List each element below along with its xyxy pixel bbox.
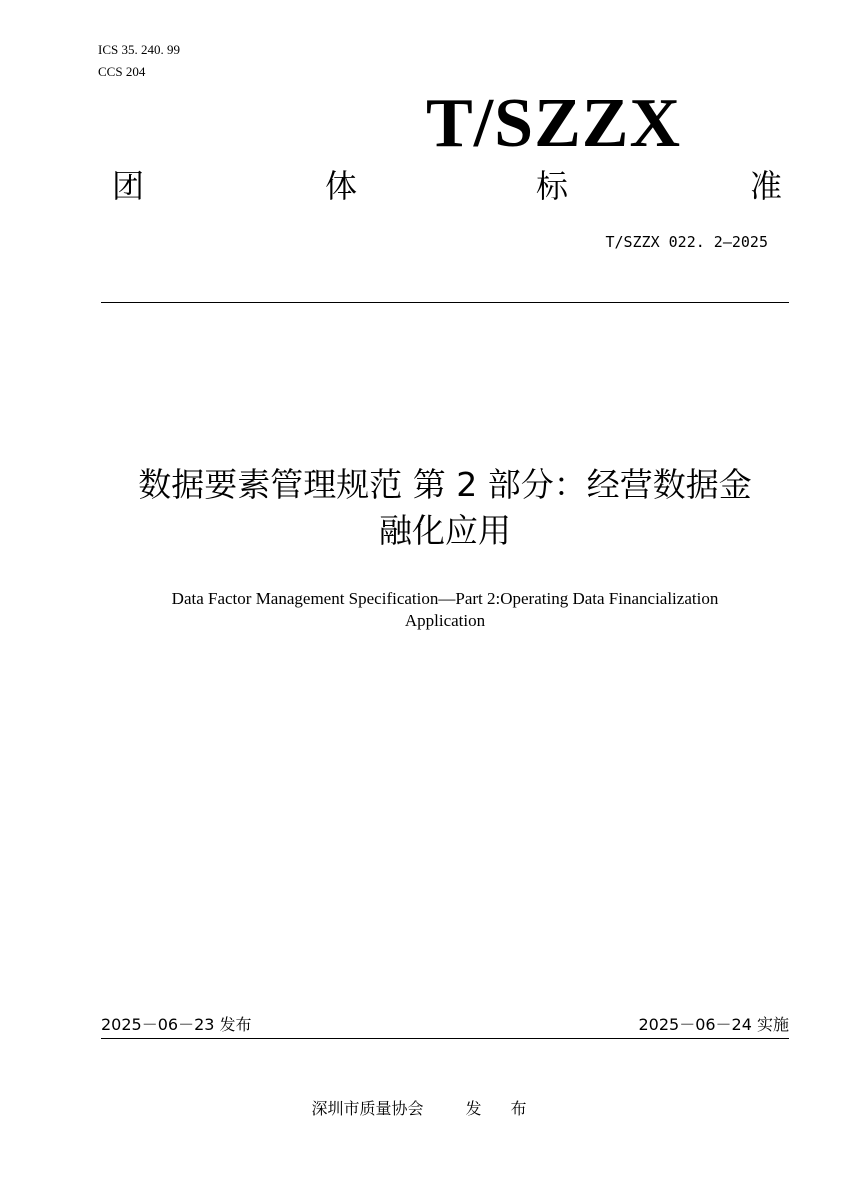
standard-number: T/SZZX 022. 2—2025 [605,233,768,251]
ics-code: ICS 35. 240. 99 [98,42,180,57]
footer-divider [101,1038,789,1039]
standard-type-char: 准 [750,167,783,205]
standard-logo: T/SZZX [426,85,681,162]
header-divider [101,302,789,303]
english-title-line: Data Factor Management Specification—Part 2:Operating Data Financialization [171,589,719,608]
chinese-title [90,462,800,554]
standard-type-char: 团 [112,167,145,205]
standard-type-char: 体 [325,167,358,205]
english-title-line: Application [404,611,486,630]
publisher-line [0,1098,850,1120]
chinese-title-line: 数据要素管理规范 第 2 部分：经营数据金 [138,465,752,504]
ccs-code: CCS 204 [98,64,146,79]
english-title [100,588,790,632]
publish-date: 2025－06－23 发布 [101,1015,252,1034]
implementation-date: 2025－06－24 实施 [638,1015,789,1034]
publisher-org: 深圳市质量协会 [311,1099,424,1118]
publisher-action: 发 布 [465,1099,539,1118]
standard-type-char: 标 [536,167,569,205]
chinese-title-line: 融化应用 [379,511,511,550]
